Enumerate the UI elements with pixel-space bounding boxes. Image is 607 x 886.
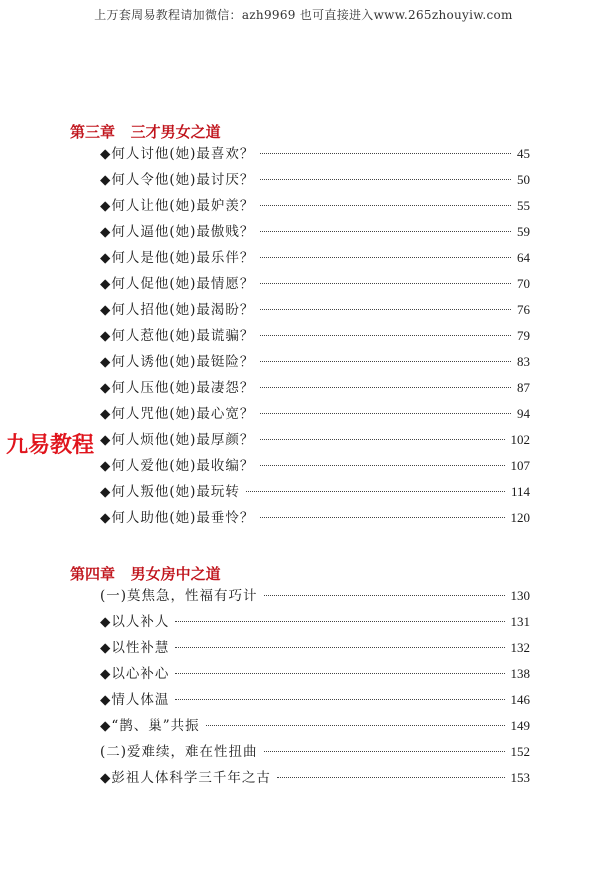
dot-leader (260, 231, 511, 232)
dot-leader (264, 595, 505, 596)
toc-entry-title: ◆何人助他(她)最垂怜？ (100, 510, 255, 526)
toc-entry-title: ◆何人让他(她)最妒羡？ (100, 198, 255, 214)
toc-entry-page-number: 131 (510, 614, 530, 629)
toc-entry (100, 610, 530, 636)
dot-leader (260, 257, 511, 258)
toc-entry-page-number: 146 (510, 692, 530, 707)
toc-entry-title: ◆何人令他(她)最讨厌？ (100, 172, 255, 188)
toc-entry-title: ◆以人补人 (100, 614, 170, 630)
page-header: 上万套周易教程请加微信：azh9969 也可直接进入www.265zhouyiw.com (94, 8, 513, 22)
toc-entry (100, 142, 530, 168)
toc-entry (100, 506, 530, 532)
toc-entry-page-number: 50 (517, 172, 530, 187)
toc-entry-page-number: 87 (517, 380, 530, 395)
toc-entry (100, 324, 530, 350)
toc-entry-page-number: 152 (510, 744, 530, 759)
toc-entry (100, 454, 530, 480)
chapter-3-toc (100, 142, 530, 532)
chapter-3-title: 第三章 三才男女之道 (70, 123, 221, 141)
toc-entry-page-number: 138 (510, 666, 530, 681)
toc-entry-page-number: 45 (517, 146, 530, 161)
dot-leader (260, 335, 511, 336)
toc-entry-title: ◆何人压他(她)最凄怨？ (100, 380, 255, 396)
dot-leader (246, 491, 505, 492)
toc-entry-page-number: 64 (517, 250, 530, 265)
toc-entry (100, 480, 530, 506)
toc-entry-title: ◆彭祖人体科学三千年之古 (100, 770, 271, 786)
toc-entry-page-number: 59 (517, 224, 530, 239)
toc-entry (100, 246, 530, 272)
toc-entry-page-number: 102 (510, 432, 530, 447)
toc-entry-title: ◆何人逼他(她)最傲贱？ (100, 224, 255, 240)
toc-entry (100, 714, 530, 740)
dot-leader (260, 387, 511, 388)
toc-entry-title: ◆何人促他(她)最情愿？ (100, 276, 255, 292)
toc-entry-title: ◆何人烦他(她)最厚颜？ (100, 432, 255, 448)
toc-entry (100, 298, 530, 324)
toc-entry (100, 766, 530, 792)
toc-entry-title: ◆何人咒他(她)最心宽？ (100, 406, 255, 422)
dot-leader (264, 751, 505, 752)
toc-entry (100, 350, 530, 376)
dot-leader (260, 361, 511, 362)
dot-leader (260, 439, 504, 440)
toc-entry-page-number: 130 (510, 588, 530, 603)
toc-entry-page-number: 149 (510, 718, 530, 733)
dot-leader (260, 517, 504, 518)
toc-entry-page-number: 114 (510, 484, 530, 499)
dot-leader (175, 673, 504, 674)
toc-entry-title: ◆何人叛他(她)最玩转 (100, 484, 240, 500)
toc-entry (100, 402, 530, 428)
dot-leader (260, 179, 511, 180)
toc-entry (100, 428, 530, 454)
toc-entry-title: ◆何人诱他(她)最铤险？ (100, 354, 255, 370)
toc-entry (100, 636, 530, 662)
toc-entry (100, 584, 530, 610)
toc-entry-page-number: 94 (517, 406, 530, 421)
toc-entry-page-number: 76 (517, 302, 530, 317)
dot-leader (175, 647, 504, 648)
toc-entry-title: ◆“鹊、巢”共振 (100, 718, 200, 734)
toc-entry-page-number: 79 (517, 328, 530, 343)
toc-entry-title: ◆情人体温 (100, 692, 170, 708)
toc-entry-page-number: 107 (510, 458, 530, 473)
toc-entry (100, 168, 530, 194)
toc-entry (100, 376, 530, 402)
toc-entry-page-number: 70 (517, 276, 530, 291)
toc-entry-page-number: 83 (517, 354, 530, 369)
toc-entry-page-number: 132 (510, 640, 530, 655)
toc-entry-page-number: 120 (510, 510, 530, 525)
toc-entry (100, 272, 530, 298)
chapter-4-title: 第四章 男女房中之道 (70, 565, 221, 583)
toc-entry (100, 194, 530, 220)
dot-leader (175, 621, 504, 622)
toc-entry (100, 662, 530, 688)
toc-entry (100, 688, 530, 714)
dot-leader (260, 465, 504, 466)
dot-leader (260, 153, 511, 154)
toc-entry-title: (二)爱难续，难在性扭曲 (100, 744, 258, 760)
dot-leader (175, 699, 504, 700)
toc-entry-title: ◆何人是他(她)最乐伴？ (100, 250, 255, 266)
toc-entry-title: ◆以性补慧 (100, 640, 170, 656)
dot-leader (260, 309, 511, 310)
dot-leader (260, 283, 511, 284)
toc-entry-title: ◆何人惹他(她)最谎骗？ (100, 328, 255, 344)
toc-entry-title: (一)莫焦急，性福有巧计 (100, 588, 258, 604)
toc-entry-page-number: 55 (517, 198, 530, 213)
chapter-4-toc (100, 584, 530, 792)
toc-entry-title: ◆何人爱他(她)最收编？ (100, 458, 255, 474)
watermark-text: 九易教程 (6, 433, 95, 458)
dot-leader (260, 205, 511, 206)
dot-leader (206, 725, 505, 726)
toc-entry-title: ◆以心补心 (100, 666, 170, 682)
toc-entry-title: ◆何人讨他(她)最喜欢？ (100, 146, 255, 162)
toc-entry (100, 220, 530, 246)
toc-entry-title: ◆何人招他(她)最渴盼？ (100, 302, 255, 318)
dot-leader (260, 413, 511, 414)
toc-entry-page-number: 153 (510, 770, 530, 785)
toc-entry (100, 740, 530, 766)
dot-leader (277, 777, 505, 778)
